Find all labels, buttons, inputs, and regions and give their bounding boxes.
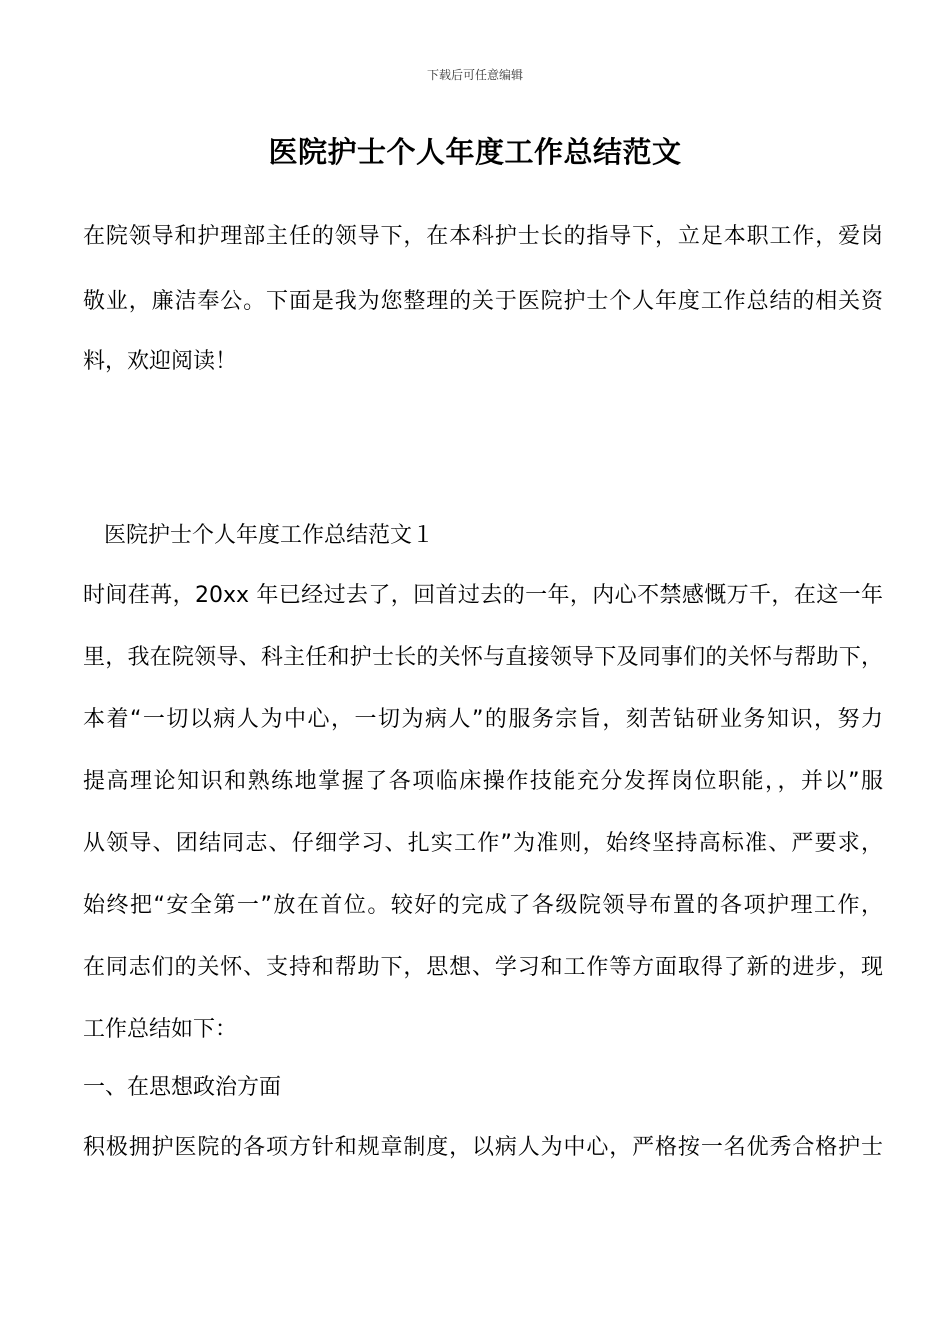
- body-line: 工作总结如下：: [83, 1017, 238, 1042]
- body-line: 提高理论知识和熟练地掌握了各项临床操作技能充分发挥岗位职能，，并以”服: [83, 769, 883, 794]
- intro-line: 料，欢迎阅读！: [83, 349, 238, 374]
- body-line: 里，我在院领导、科主任和护士长的关怀与直接领导下及同事们的关怀与帮助下，: [83, 645, 883, 670]
- body-line: 本着“一切以病人为中心，一切为病人”的服务宗旨，刻苦钻研业务知识，努力: [83, 707, 883, 732]
- intro-line: 敬业，廉洁奉公。下面是我为您整理的关于医院护士个人年度工作总结的相关资: [83, 289, 883, 314]
- body-line: 始终把“安全第一”放在首位。较好的完成了各级院领导布置的各项护理工作，: [83, 893, 883, 918]
- body-line: 时间荏苒，20xx 年已经过去了，回首过去的一年，内心不禁感慨万千，在这一年: [83, 583, 883, 608]
- intro-line: 在院领导和护理部主任的领导下，在本科护士长的指导下，立足本职工作，爱岗: [83, 224, 883, 249]
- document-title: 医院护士个人年度工作总结范文: [268, 135, 682, 169]
- subheading: 一、在思想政治方面: [83, 1075, 282, 1100]
- body-line: 从领导、团结同志、仔细学习、扎实工作”为准则，始终坚持高标准、严要求，: [83, 831, 883, 856]
- body-line: 积极拥护医院的各项方针和规章制度，以病人为中心，严格按一名优秀合格护士: [83, 1135, 883, 1160]
- body-line: 在同志们的关怀、支持和帮助下，思想、学习和工作等方面取得了新的进步，现: [83, 955, 883, 980]
- section-title: 医院护士个人年度工作总结范文１: [104, 523, 435, 548]
- header-note: 下载后可任意编辑: [426, 68, 523, 82]
